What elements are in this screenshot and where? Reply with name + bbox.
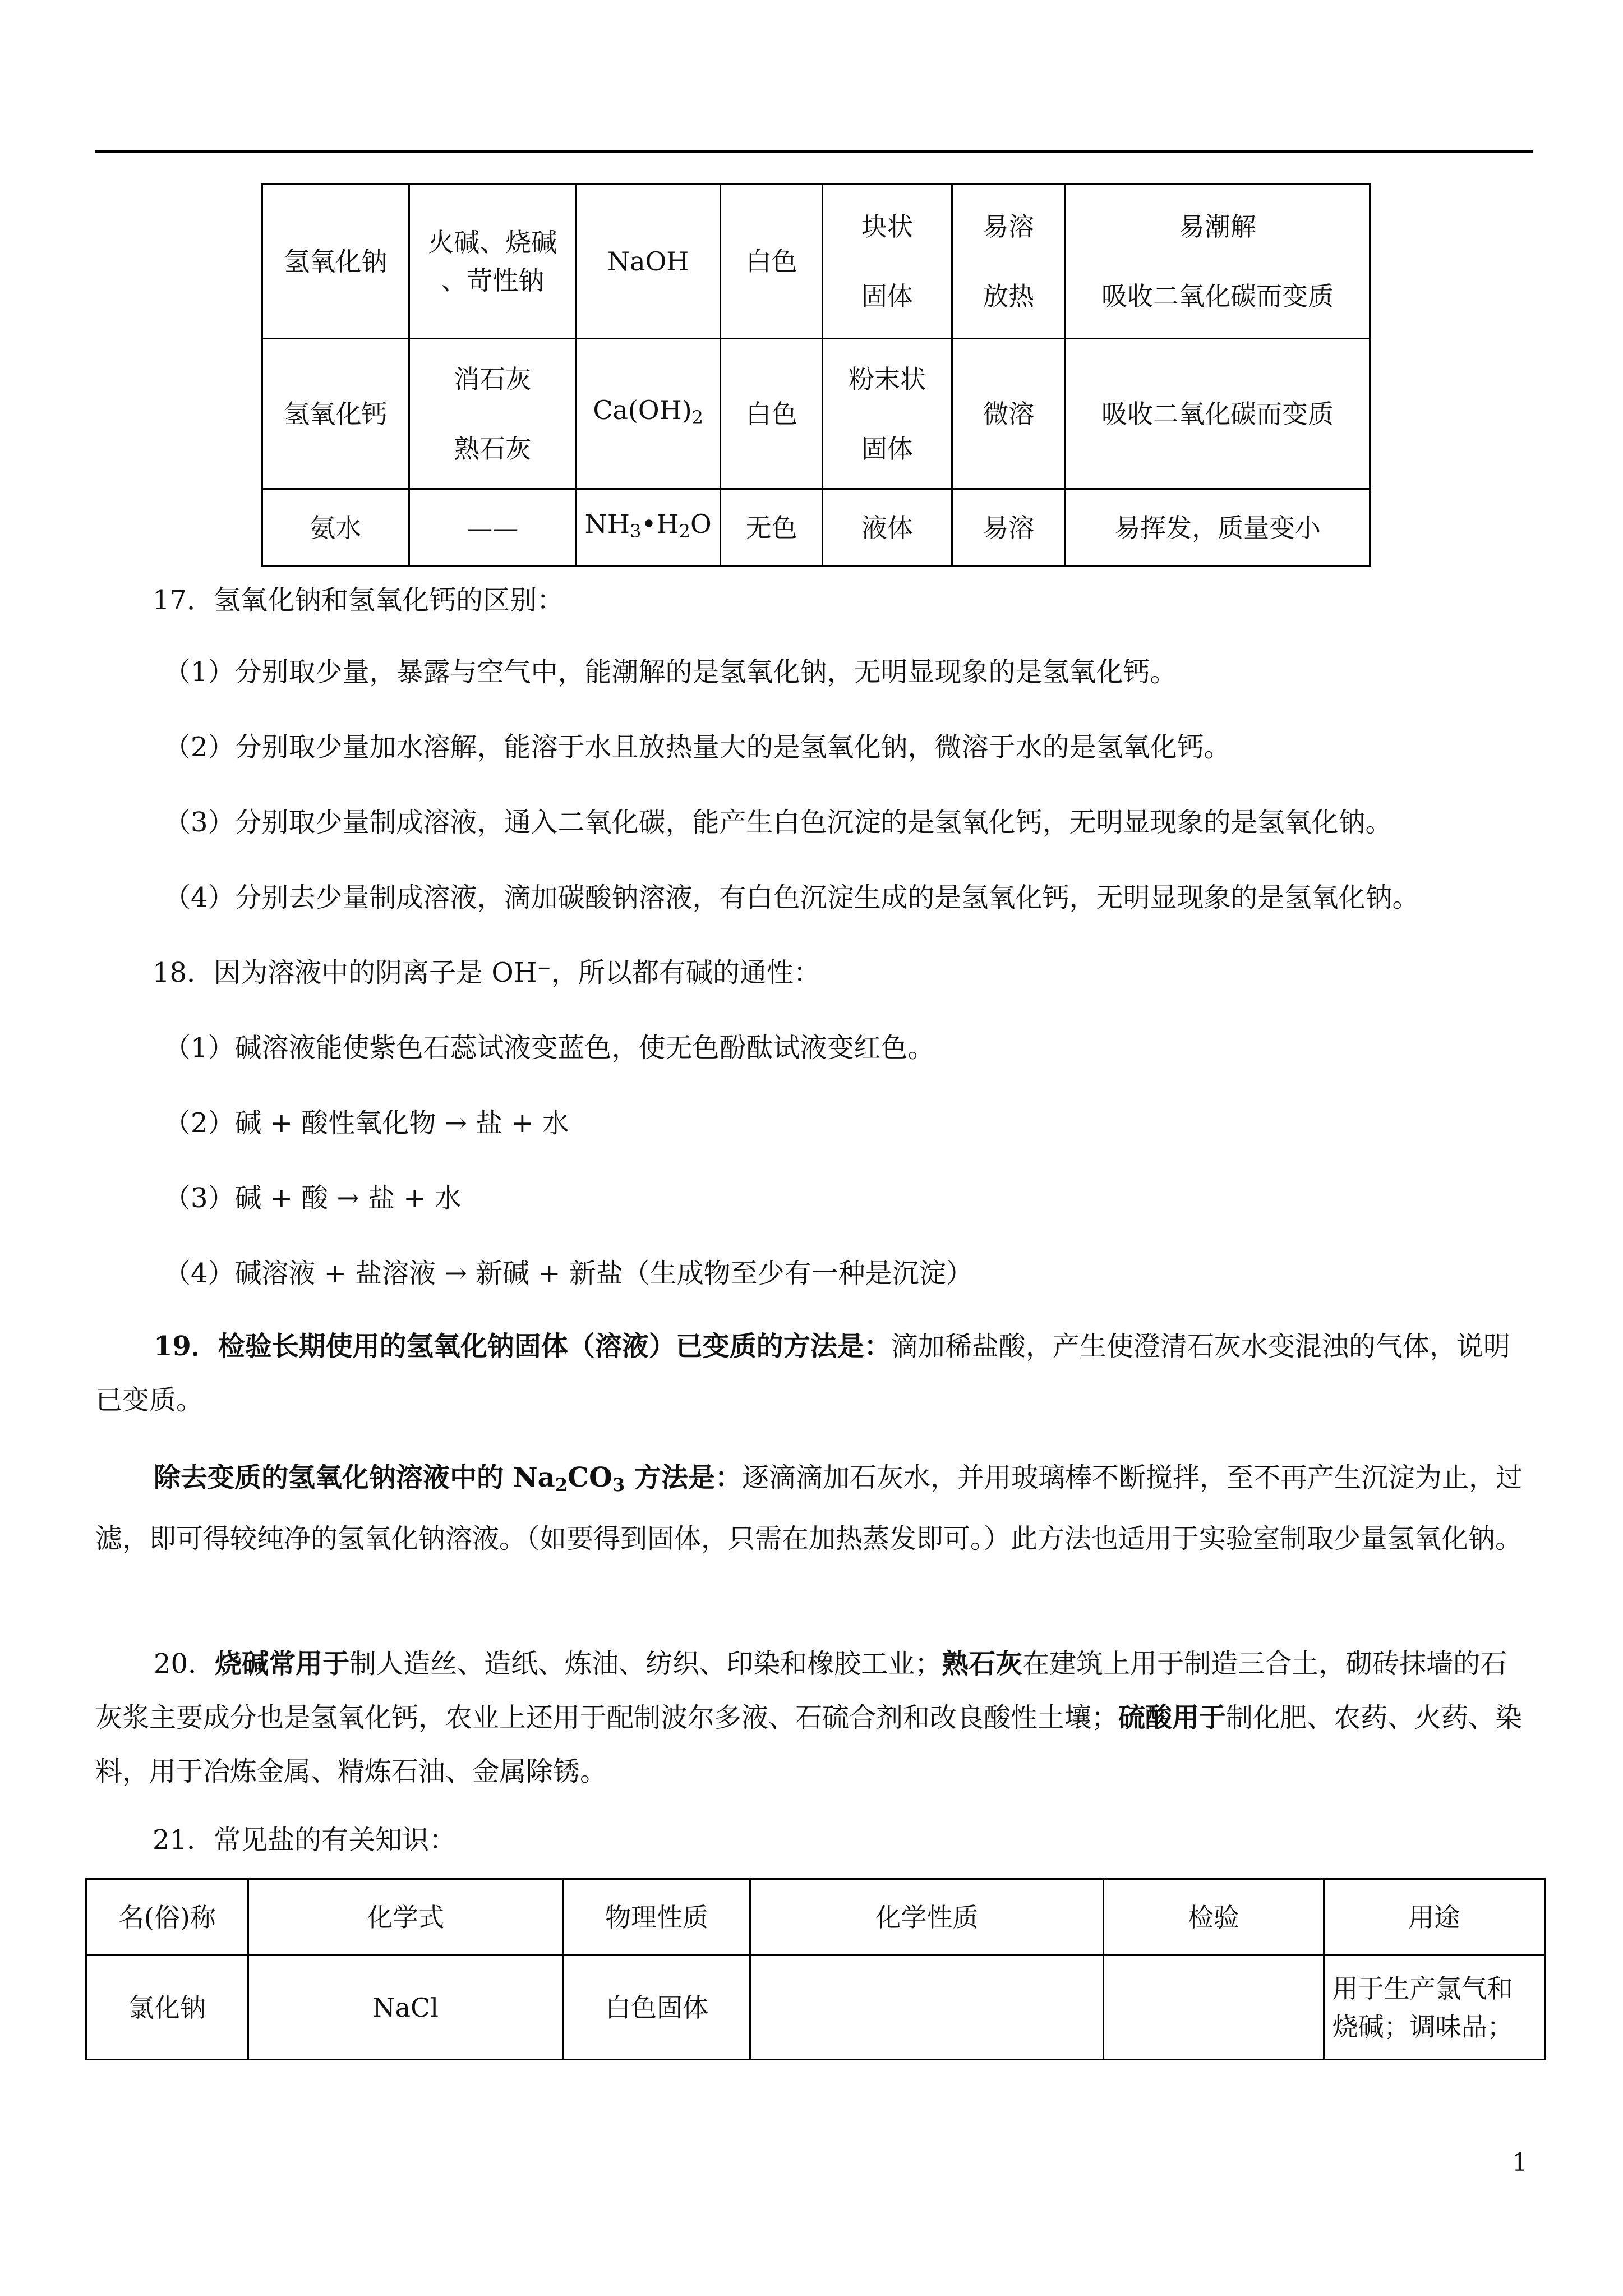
list-item: （1）碱溶液能使紫色石蕊试液变蓝色，使无色酚酞试液变红色。: [164, 1032, 935, 1064]
list-item: （4）碱溶液 + 盐溶液 → 新碱 + 新盐（生成物至少有一种是沉淀）: [164, 1258, 973, 1289]
cell-common-names: ——: [409, 489, 576, 567]
cell-color: 无色: [720, 489, 823, 567]
list-item: （3）分别取少量制成溶液，通入二氧化碳，能产生白色沉淀的是氢氧化钙，无明显现象的是氢氧化钠。: [164, 807, 1393, 838]
cell-formula: NaOH: [576, 184, 720, 339]
list-item: （1）分别取少量，暴露与空气中，能潮解的是氢氧化钠，无明显现象的是氢氧化钙。: [164, 656, 1177, 688]
table-row: [262, 184, 1370, 339]
cell-notes: 吸收二氧化碳而变质: [1066, 339, 1370, 489]
table-row: [262, 339, 1370, 489]
header-cell: 化学式: [248, 1879, 563, 1955]
cell-use: 用于生产氯气和 烧碱；调味品；: [1324, 1955, 1544, 2060]
section-19-paragraph-1: 19．检验长期使用的氢氧化钠固体（溶液）已变质的方法是：滴加稀盐酸，产生使澄清石灰水变混浊的气体，说明已变质。: [95, 1331, 1510, 1416]
cell-name: 氨水: [262, 489, 409, 567]
list-item: （2）碱 + 酸性氧化物 → 盐 + 水: [164, 1107, 569, 1139]
cell-solubility: 易溶 放热: [952, 184, 1065, 339]
list-item: （4）分别去少量制成溶液，滴加碳酸钠溶液，有白色沉淀生成的是氢氧化钙，无明显现象的是氢氧化钠。: [164, 882, 1419, 913]
cell-common-names: 消石灰 熟石灰: [409, 339, 576, 489]
header-cell: 用途: [1324, 1879, 1544, 1955]
cell-formula: $Ca(OH)_2$: [576, 339, 720, 489]
salt-table: [85, 1878, 1546, 2060]
cell-name: 氢氧化钙: [262, 339, 409, 489]
cell-color: 白色: [720, 184, 823, 339]
section-18-title: 18．因为溶液中的阴离子是 OH⁻，所以都有碱的通性：: [153, 957, 820, 988]
cell-solubility: 易溶: [952, 489, 1065, 567]
cell-solubility: 微溶: [952, 339, 1065, 489]
cell-name: 氯化钠: [86, 1955, 248, 2060]
cell-notes: 易潮解 吸收二氧化碳而变质: [1066, 184, 1370, 339]
cell-formula: $NH_3•H_2O$: [576, 489, 720, 567]
base-properties-table: [261, 183, 1371, 567]
cell-notes: 易挥发，质量变小: [1066, 489, 1370, 567]
section-17-title: 17．氢氧化钠和氢氧化钙的区别：: [153, 585, 564, 616]
cell-state: 液体: [823, 489, 952, 567]
header-rule: [95, 150, 1533, 153]
table-row: [86, 1955, 1545, 2060]
header-cell: 化学性质: [750, 1879, 1104, 1955]
cell-test: [1104, 1955, 1324, 2060]
page-number: 1: [1512, 2148, 1528, 2177]
list-item: （3）碱 + 酸 → 盐 + 水: [164, 1182, 462, 1214]
cell-physical: 白色固体: [563, 1955, 750, 2060]
cell-common-names: 火碱、烧碱 、苛性钠: [409, 184, 576, 339]
table-row: [262, 489, 1370, 567]
cell-chemical: [750, 1955, 1104, 2060]
section-19-paragraph-2: 除去变质的氢氧化钠溶液中的 $Na_2CO_3$ 方法是：逐滴滴加石灰水，并用玻璃棒不断搅拌，至不再产生沉淀为止，过滤，即可得较纯净的氢氧化钠溶液。（如要得到固体，只需在加热蒸发即可。）此方法也适用于实验室制取少量氢氧化钠。: [95, 1462, 1523, 1554]
cell-state: 块状 固体: [823, 184, 952, 339]
list-item: （2）分别取少量加水溶解，能溶于水且放热量大的是氢氧化钠，微溶于水的是氢氧化钙。: [164, 731, 1231, 763]
section-20-paragraph: 20．烧碱常用于制人造丝、造纸、炼油、纺织、印染和橡胶工业；熟石灰在建筑上用于制造三合土，砌砖抹墙的石灰浆主要成分也是氢氧化钙，农业上还用于配制波尔多液、石硫合剂和改良酸性土壤；硫酸用于制化肥、农药、火药、染料，用于冶炼金属、精炼石油、金属除锈。: [95, 1648, 1523, 1787]
table-header-row: [86, 1879, 1545, 1955]
cell-formula: NaCl: [248, 1955, 563, 2060]
cell-name: 氢氧化钠: [262, 184, 409, 339]
header-cell: 名(俗)称: [86, 1879, 248, 1955]
cell-state: 粉末状 固体: [823, 339, 952, 489]
header-cell: 物理性质: [563, 1879, 750, 1955]
cell-color: 白色: [720, 339, 823, 489]
header-cell: 检验: [1104, 1879, 1324, 1955]
section-21-title: 21．常见盐的有关知识：: [153, 1824, 457, 1856]
